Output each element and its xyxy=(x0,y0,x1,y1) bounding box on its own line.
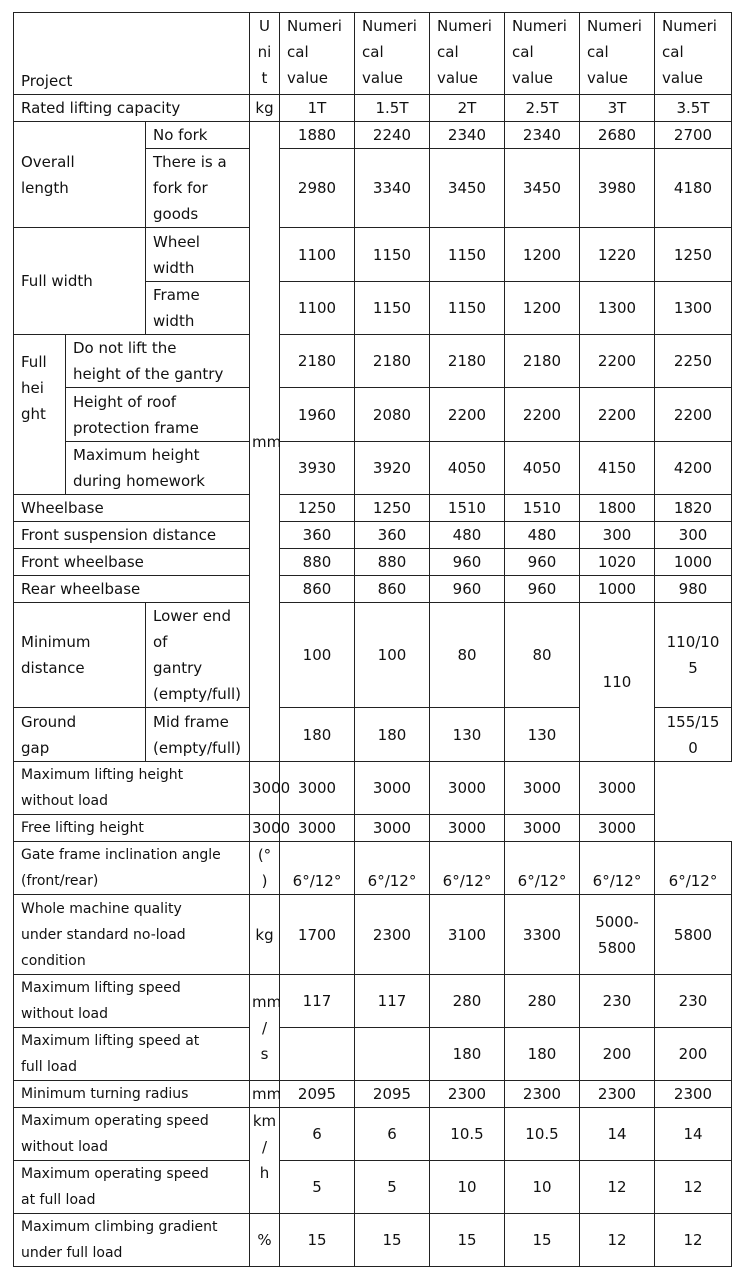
value-header-6: Numeri cal value xyxy=(655,13,732,95)
op-speed-empty-label: Maximum operating speed without load xyxy=(14,1108,250,1161)
full-height-row-3 xyxy=(14,442,732,495)
full-height-label: Full hei ght xyxy=(14,335,66,495)
full-height-row-2 xyxy=(14,388,732,442)
cell: 1200 xyxy=(505,282,580,335)
machine-mass-unit: kg xyxy=(250,895,280,975)
value-header-3: Numeri cal value xyxy=(430,13,505,95)
cell: 200 xyxy=(580,1028,655,1081)
free-lift-height-row xyxy=(14,815,732,842)
cell: 2700 xyxy=(655,122,732,149)
cell: 117 xyxy=(355,975,430,1028)
overall-length-label: Overall length xyxy=(14,122,146,228)
cell: 1150 xyxy=(355,282,430,335)
lift-speed-empty-label: Maximum lifting speed without load xyxy=(14,975,250,1028)
cell: 100 xyxy=(280,603,355,708)
model-2t: 2T xyxy=(430,95,505,122)
cell: 155/15 0 xyxy=(655,708,732,762)
cell: 3000 xyxy=(250,762,280,815)
inclination-row xyxy=(14,842,732,895)
cell: 6°/12° xyxy=(430,842,505,895)
cell: 1150 xyxy=(355,228,430,282)
cell: 14 xyxy=(580,1108,655,1161)
cell: 1880 xyxy=(280,122,355,149)
ground-gap-label: Ground gap xyxy=(14,708,146,762)
rated-capacity-row xyxy=(14,95,732,122)
cell: 4050 xyxy=(430,442,505,495)
cell: 1800 xyxy=(580,495,655,522)
roof-frame-label: Height of roof protection frame xyxy=(66,388,250,442)
cell: 200 xyxy=(655,1028,732,1081)
cell: 3000 xyxy=(505,762,580,815)
cell: 280 xyxy=(505,975,580,1028)
cell: 4150 xyxy=(580,442,655,495)
cell: 10.5 xyxy=(505,1108,580,1161)
full-width-label: Full width xyxy=(14,228,146,335)
model-3t: 3T xyxy=(580,95,655,122)
minimum-distance-label: Minimum distance xyxy=(14,603,146,708)
cell: 2180 xyxy=(430,335,505,388)
cell: 480 xyxy=(505,522,580,549)
inclination-label: Gate frame inclination angle (front/rear) xyxy=(14,842,250,895)
cell: 180 xyxy=(505,1028,580,1081)
cell: 6°/12° xyxy=(280,842,355,895)
cell: 3000 xyxy=(580,762,655,815)
op-speed-row-2 xyxy=(14,1161,732,1214)
turning-radius-unit: mm xyxy=(250,1081,280,1108)
unit-header: U ni t xyxy=(250,13,280,95)
cell: 1020 xyxy=(580,549,655,576)
model-2-5t: 2.5T xyxy=(505,95,580,122)
cell: 2300 xyxy=(655,1081,732,1108)
cell: 80 xyxy=(430,603,505,708)
cell: 12 xyxy=(580,1161,655,1214)
rated-capacity-unit: kg xyxy=(250,95,280,122)
cell: 14 xyxy=(655,1108,732,1161)
cell: 130 xyxy=(430,708,505,762)
rear-wheelbase-label: Rear wheelbase xyxy=(14,576,250,603)
cell: 2300 xyxy=(580,1081,655,1108)
value-header-5: Numeri cal value xyxy=(580,13,655,95)
cell: 2250 xyxy=(655,335,732,388)
cell: 3930 xyxy=(280,442,355,495)
cell: 360 xyxy=(280,522,355,549)
gradient-label: Maximum climbing gradient under full load xyxy=(14,1214,250,1267)
cell: 1200 xyxy=(505,228,580,282)
cell: 5800 xyxy=(655,895,732,975)
cell: 80 xyxy=(505,603,580,708)
lift-speed-unit: mm / s xyxy=(250,975,280,1081)
gantry-end-label: Lower end of gantry (empty/full) xyxy=(146,603,250,708)
cell: 15 xyxy=(430,1214,505,1267)
cell: 12 xyxy=(655,1161,732,1214)
cell: 3000 xyxy=(505,815,580,842)
cell: 3340 xyxy=(355,149,430,228)
wheelbase-label: Wheelbase xyxy=(14,495,250,522)
cell: 1000 xyxy=(580,576,655,603)
op-speed-unit: km / h xyxy=(250,1108,280,1214)
cell: 6°/12° xyxy=(505,842,580,895)
lift-speed-full-label: Maximum lifting speed at full load xyxy=(14,1028,250,1081)
cell: 1510 xyxy=(430,495,505,522)
cell: 100 xyxy=(355,603,430,708)
cell: 3000 xyxy=(280,762,355,815)
cell: 2095 xyxy=(355,1081,430,1108)
cell: 15 xyxy=(280,1214,355,1267)
lift-speed-row-1 xyxy=(14,975,732,1028)
cell: 2200 xyxy=(430,388,505,442)
turning-radius-row xyxy=(14,1081,732,1108)
cell: 130 xyxy=(505,708,580,762)
cell: 6 xyxy=(280,1108,355,1161)
cell: 960 xyxy=(430,576,505,603)
cell: 2200 xyxy=(655,388,732,442)
cell: 3000 xyxy=(430,815,505,842)
cell: 860 xyxy=(355,576,430,603)
max-lift-height-row xyxy=(14,762,732,815)
cell: 230 xyxy=(655,975,732,1028)
cell: 2200 xyxy=(580,335,655,388)
cell: 5 xyxy=(355,1161,430,1214)
cell: 3000 xyxy=(355,762,430,815)
cell: 3000 xyxy=(430,762,505,815)
wheelbase-row xyxy=(14,495,732,522)
cell: 5000- 5800 xyxy=(580,895,655,975)
full-width-row-1 xyxy=(14,228,732,282)
max-lift-height-label: Maximum lifting height without load xyxy=(14,762,250,815)
cell: 10.5 xyxy=(430,1108,505,1161)
cell: 1300 xyxy=(655,282,732,335)
cell: 6°/12° xyxy=(655,842,732,895)
cell: 2340 xyxy=(430,122,505,149)
cell: 1150 xyxy=(430,228,505,282)
cell: 1510 xyxy=(505,495,580,522)
cell: 2240 xyxy=(355,122,430,149)
overall-length-row-1 xyxy=(14,122,732,149)
cell: 1300 xyxy=(580,282,655,335)
op-speed-full-label: Maximum operating speed at full load xyxy=(14,1161,250,1214)
cell: 1100 xyxy=(280,228,355,282)
spec-table xyxy=(13,12,732,1267)
cell: 960 xyxy=(505,576,580,603)
cell: 960 xyxy=(430,549,505,576)
cell: 3100 xyxy=(430,895,505,975)
value-header-1: Numeri cal value xyxy=(280,13,355,95)
cell: 12 xyxy=(580,1214,655,1267)
cell: 1150 xyxy=(430,282,505,335)
front-wheelbase-row xyxy=(14,549,732,576)
cell: 1700 xyxy=(280,895,355,975)
cell: 860 xyxy=(280,576,355,603)
gantry-height-label: Do not lift the height of the gantry xyxy=(66,335,250,388)
rear-wheelbase-row xyxy=(14,576,732,603)
cell: 230 xyxy=(580,975,655,1028)
cell: 110/10 5 xyxy=(655,603,732,708)
no-fork-label: No fork xyxy=(146,122,250,149)
mm-unit: mm xyxy=(250,122,280,762)
wheel-width-label: Wheel width xyxy=(146,228,250,282)
cell: 2200 xyxy=(505,388,580,442)
model-3-5t: 3.5T xyxy=(655,95,732,122)
machine-mass-row xyxy=(14,895,732,975)
header-row xyxy=(14,13,732,95)
cell: 117 xyxy=(280,975,355,1028)
cell: 15 xyxy=(355,1214,430,1267)
cell: 4050 xyxy=(505,442,580,495)
cell: 2300 xyxy=(430,1081,505,1108)
cell: 360 xyxy=(355,522,430,549)
cell: 180 xyxy=(355,708,430,762)
cell: 2680 xyxy=(580,122,655,149)
cell: 300 xyxy=(580,522,655,549)
cell: 1250 xyxy=(355,495,430,522)
fork-label: There is a fork for goods xyxy=(146,149,250,228)
cell: 1820 xyxy=(655,495,732,522)
cell: 4180 xyxy=(655,149,732,228)
cell: 3980 xyxy=(580,149,655,228)
cell: 5 xyxy=(280,1161,355,1214)
cell: 1220 xyxy=(580,228,655,282)
machine-mass-label: Whole machine quality under standard no-load condition xyxy=(14,895,250,975)
cell: 4200 xyxy=(655,442,732,495)
cell: 2180 xyxy=(505,335,580,388)
turning-radius-label: Minimum turning radius xyxy=(14,1081,250,1108)
cell: 280 xyxy=(430,975,505,1028)
ground-gap-row-1 xyxy=(14,603,732,708)
cell: 3450 xyxy=(430,149,505,228)
cell: 2200 xyxy=(580,388,655,442)
cell: 2300 xyxy=(505,1081,580,1108)
cell xyxy=(355,1028,430,1081)
cell xyxy=(280,1028,355,1081)
cell: 1250 xyxy=(655,228,732,282)
cell: 1100 xyxy=(280,282,355,335)
full-height-row-1 xyxy=(14,335,732,388)
cell: 10 xyxy=(505,1161,580,1214)
cell: 10 xyxy=(430,1161,505,1214)
cell: 2180 xyxy=(280,335,355,388)
cell: 15 xyxy=(505,1214,580,1267)
cell: 6 xyxy=(355,1108,430,1161)
op-speed-row-1 xyxy=(14,1108,732,1161)
cell: 480 xyxy=(430,522,505,549)
cell: 6°/12° xyxy=(355,842,430,895)
project-header: Project xyxy=(14,13,250,95)
cell: 180 xyxy=(430,1028,505,1081)
cell: 3000 xyxy=(280,815,355,842)
gradient-row xyxy=(14,1214,732,1267)
cell: 3920 xyxy=(355,442,430,495)
cell: 2980 xyxy=(280,149,355,228)
cell: 12 xyxy=(655,1214,732,1267)
model-1t: 1T xyxy=(280,95,355,122)
cell: 2180 xyxy=(355,335,430,388)
value-header-4: Numeri cal value xyxy=(505,13,580,95)
front-suspension-row xyxy=(14,522,732,549)
merged-3t-cell: 110 xyxy=(580,603,655,762)
value-header-2: Numeri cal value xyxy=(355,13,430,95)
cell: 2095 xyxy=(280,1081,355,1108)
cell: 880 xyxy=(355,549,430,576)
mid-frame-label: Mid frame (empty/full) xyxy=(146,708,250,762)
gradient-unit: % xyxy=(250,1214,280,1267)
cell: 960 xyxy=(505,549,580,576)
cell: 3000 xyxy=(250,815,280,842)
inclination-unit: (° ) xyxy=(250,842,280,895)
cell: 2080 xyxy=(355,388,430,442)
homework-height-label: Maximum height during homework xyxy=(66,442,250,495)
model-1-5t: 1.5T xyxy=(355,95,430,122)
cell: 1000 xyxy=(655,549,732,576)
rated-capacity-label: Rated lifting capacity xyxy=(14,95,250,122)
front-wheelbase-label: Front wheelbase xyxy=(14,549,250,576)
cell: 2300 xyxy=(355,895,430,975)
cell: 3450 xyxy=(505,149,580,228)
cell: 6°/12° xyxy=(580,842,655,895)
cell: 1960 xyxy=(280,388,355,442)
cell: 3300 xyxy=(505,895,580,975)
cell: 1250 xyxy=(280,495,355,522)
cell: 180 xyxy=(280,708,355,762)
cell: 3000 xyxy=(580,815,655,842)
lift-speed-row-2 xyxy=(14,1028,732,1081)
cell: 880 xyxy=(280,549,355,576)
frame-width-label: Frame width xyxy=(146,282,250,335)
front-suspension-label: Front suspension distance xyxy=(14,522,250,549)
cell: 300 xyxy=(655,522,732,549)
free-lift-height-label: Free lifting height xyxy=(14,815,250,842)
cell: 2340 xyxy=(505,122,580,149)
cell: 980 xyxy=(655,576,732,603)
cell: 3000 xyxy=(355,815,430,842)
